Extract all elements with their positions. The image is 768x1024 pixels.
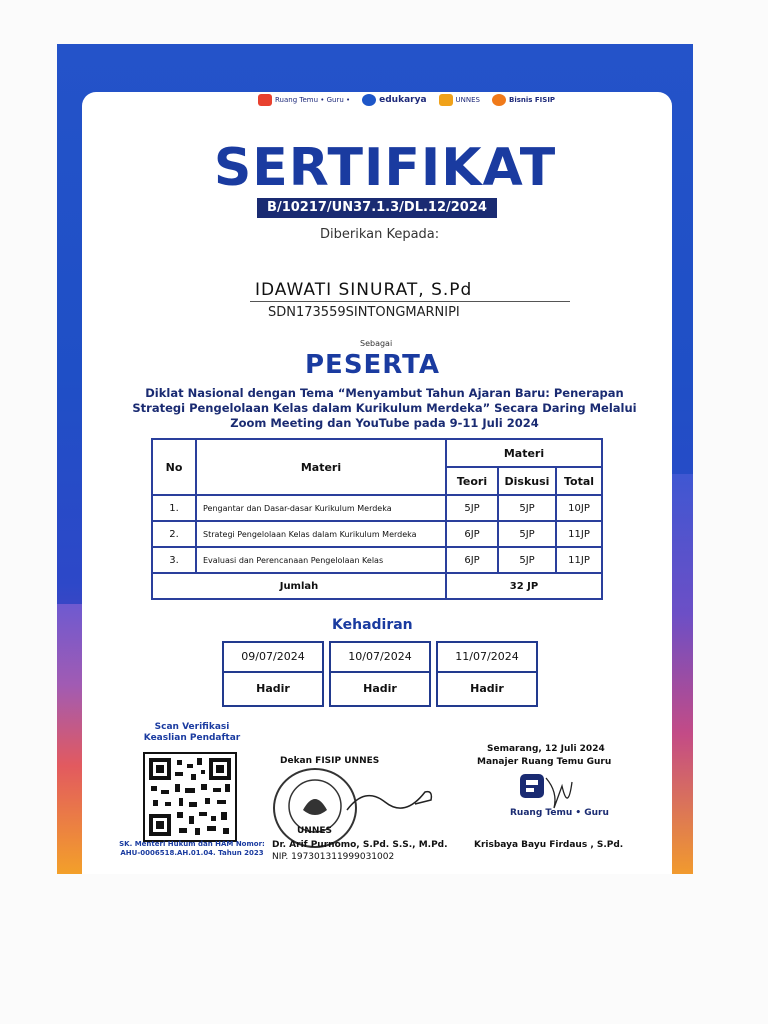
frame-gradient-left [57,604,82,874]
table-header-row [152,439,602,467]
row-diskusi: 5JP [498,547,556,573]
attendance-day-1 [222,641,324,707]
ruang-temu-guru-signature-logo [510,772,580,828]
attendance-status: Hadir [470,682,504,695]
ruang-temu-guru-logo: Ruang Temu • Guru • [258,94,350,106]
dean-title: Dekan FISIP UNNES [280,756,380,766]
table-row [152,521,602,547]
row-teori: 6JP [446,521,498,547]
role-title: PESERTA [305,350,440,380]
row-materi: Evaluasi dan Perencanaan Pengelolaan Kelas [196,547,446,573]
unnes-logo: UNNES [439,94,480,106]
attendance-day-3 [436,641,538,707]
manager-title: Manajer Ruang Temu Guru [477,757,612,767]
header-no: No [152,439,196,495]
attendance-label: Kehadiran [332,617,413,633]
table-sum-row [152,573,602,599]
recipient-school: SDN173559SINTONGMARNIPI [268,305,460,320]
materials-table [151,438,603,600]
place-date: Semarang, 12 Juli 2024 [487,744,605,754]
row-diskusi: 5JP [498,521,556,547]
attendance-status: Hadir [256,682,290,695]
legal-registration: SK. Menteri Hukum dan HAM Nomor: AHU-0006518.AH.01.04. Tahun 2023 [119,840,265,857]
seal-label: UNNES [297,826,333,836]
header-total: Total [556,467,602,495]
recipient-name: IDAWATI SINURAT, S.Pd [255,280,473,300]
table-row [152,547,602,573]
attendance-date: 10/07/2024 [331,643,429,673]
name-underline [250,301,570,302]
header-diskusi: Diskusi [498,467,556,495]
given-to-label: Diberikan Kepada: [320,227,440,242]
manager-name: Krisbaya Bayu Firdaus , S.Pd. [474,840,624,850]
row-teori: 6JP [446,547,498,573]
header-materi: Materi [196,439,446,495]
certificate-title: SERTIFIKAT [213,138,557,198]
attendance-day-2 [329,641,431,707]
attendance-date: 11/07/2024 [438,643,536,673]
row-total: 10JP [556,495,602,521]
bisnis-fisip-logo: Bisnis FISIP [492,94,555,106]
certificate-number: B/10217/UN37.1.3/DL.12/2024 [257,198,497,218]
verification-qr-code[interactable] [143,752,237,842]
row-materi: Pengantar dan Dasar-dasar Kurikulum Merdeka [196,495,446,521]
dean-name: Dr. Arif Purnomo, S.Pd. S.S., M.Pd. [272,840,448,850]
row-total: 11JP [556,547,602,573]
sum-label: Jumlah [152,573,446,599]
as-label: Sebagai [360,339,393,348]
row-materi: Strategi Pengelolaan Kelas dalam Kurikulum Merdeka [196,521,446,547]
event-description: Diklat Nasional dengan Tema “Menyambut Tahun Ajaran Baru: Penerapan Strategi Pengelolaan Kelas dalam Kurikulum Merdeka” Secara Daring Melalui Zoom Meeting dan YouTube pada 9-11 Juli 2024 [132,386,637,430]
rtg-logo-label: Ruang Temu • Guru [510,808,609,818]
header-teori: Teori [446,467,498,495]
table-row [152,495,602,521]
dean-nip: NIP. 197301311999031002 [272,852,395,862]
row-teori: 5JP [446,495,498,521]
verification-title: Scan Verifikasi Keaslian Pendaftar [143,722,241,743]
sum-value: 32 JP [446,573,602,599]
row-total: 11JP [556,521,602,547]
row-no: 1. [152,495,196,521]
attendance-date: 09/07/2024 [224,643,322,673]
edukarya-logo: edukarya [362,94,426,106]
attendance-status: Hadir [363,682,397,695]
dean-signature [345,780,437,824]
row-no: 2. [152,521,196,547]
header-materi-group: Materi [446,439,602,467]
row-diskusi: 5JP [498,495,556,521]
partner-logos [258,86,555,114]
row-no: 3. [152,547,196,573]
